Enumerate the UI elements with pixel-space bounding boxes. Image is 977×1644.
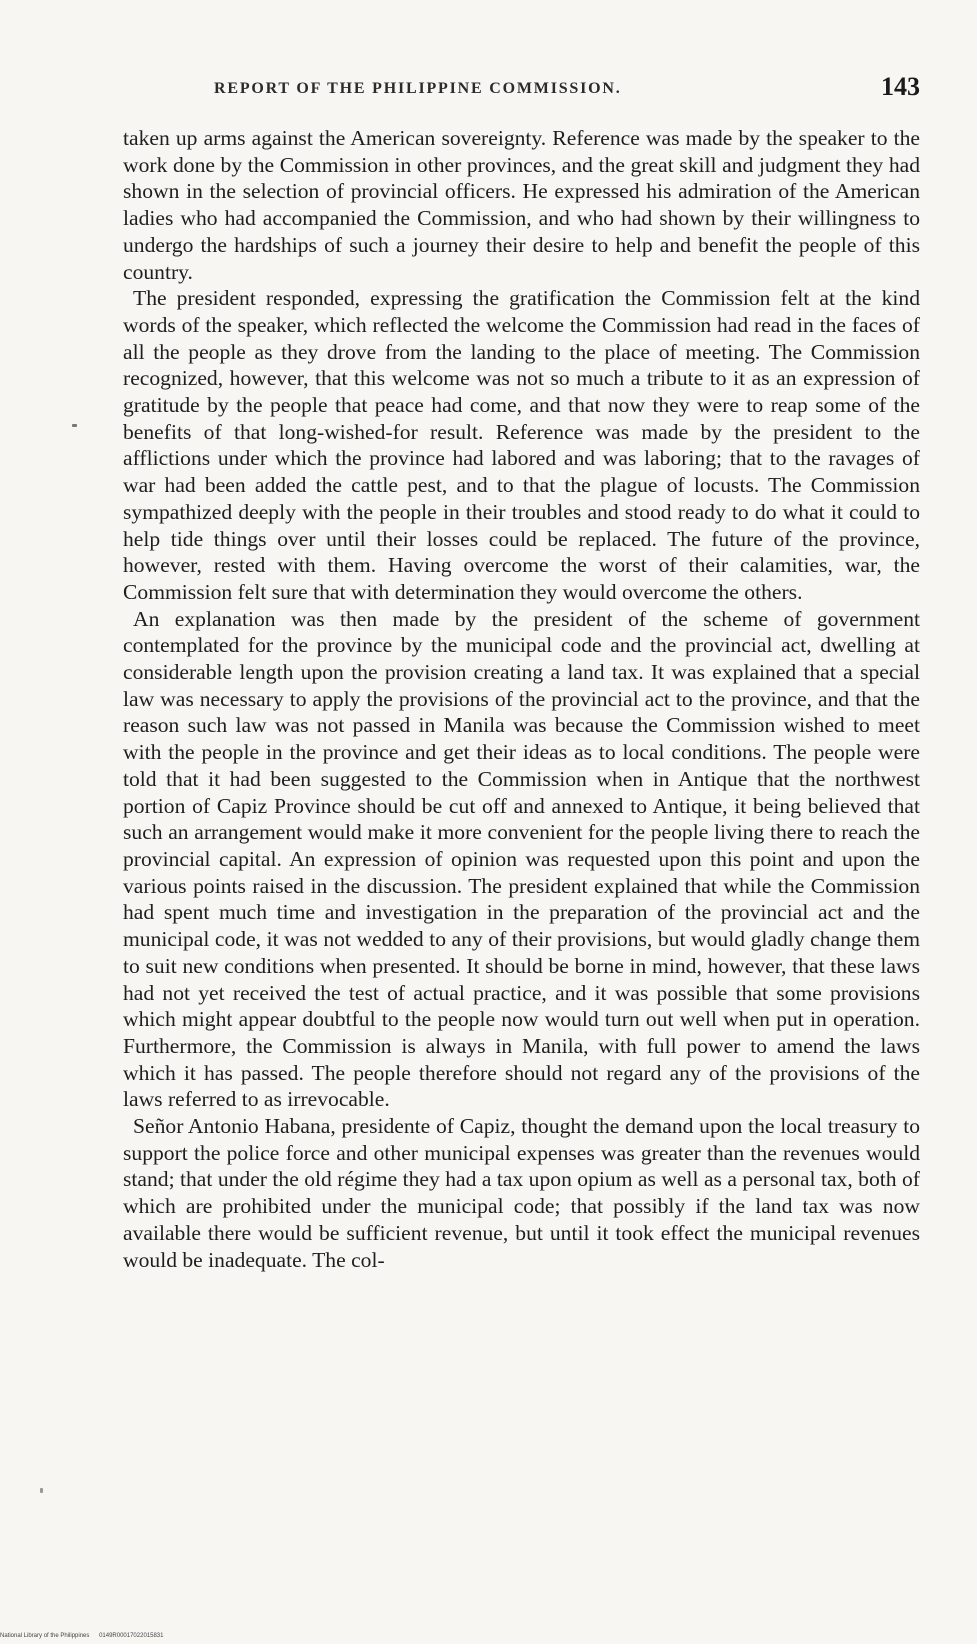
- scan-footer: [0, 1633, 171, 1639]
- paragraph: taken up arms against the American sovereignty. Reference was made by the speaker to the work done by the Commission in other provinces, and the great skill and judgment they had shown in the selection of provincial officers. He expressed his admiration of the American ladies who had accompanied the Commission, and who had shown by their willingness to undergo the hardships of such a journey their desire to help and benefit the people of this country.: [123, 126, 920, 284]
- library-name: National Library of the Philippines: [0, 1633, 90, 1639]
- paragraph: The president responded, expressing the gratification the Commission felt at the kind words of the speaker, which reflected the welcome the Commission had read in the faces of all the people as they drove from the landing to the place of meeting. The Commission recognized, however, that this welcome was not so much a tribute to it as an expression of gratitude by the people that peace had come, and that now they were to reap some of the benefits of that long-wished-for result. Reference was made by the president to the afflictions under which the province had labored and was laboring; that to the ravages of war had been added the cattle pest, and to that the plague of locusts. The Commission sympathized deeply with the people in their troubles and stood ready to do what it could to help tide things over until their losses could be replaced. The future of the province, however, rested with them. Having overcome the worst of their calamities, war, the Commission felt sure that with determination they would overcome the others.: [123, 286, 920, 604]
- margin-mark: [40, 1488, 43, 1493]
- scan-id: 0149R00017022015831: [99, 1633, 164, 1639]
- running-title: REPORT OF THE PHILIPPINE COMMISSION.: [214, 80, 622, 97]
- paragraph: An explanation was then made by the president of the scheme of government contemplated for the province by the municipal code and the provincial act, dwelling at considerable length upon the provision creating a land tax. It was explained that a special law was necessary to apply the provisions of the provincial act to the province, and that the reason such law was not passed in Manila was because the Commission wished to meet with the people in the province and get their ideas as to local conditions. The people were told that it had been suggested to the Commission when in Antique that the northwest portion of Capiz Province should be cut off and annexed to Antique, it being believed that such an arrangement would make it more convenient for the people living there to reach the provincial capital. An expression of opinion was requested upon this point and upon the various points raised in the discussion. The president explained that while the Commission had spent much time and investigation in the preparation of the provincial act and the municipal code, it was not wedded to any of their provisions, but would gladly change them to suit new conditions when presented. It should be borne in mind, however, that these laws had not yet received the test of actual practice, and it was possible that some provisions which might appear doubtful to the people now would turn out well when put in operation. Furthermore, the Commission is always in Manila, with full power to amend the laws which it has passed. The people therefore should not regard any of the provisions of the laws referred to as irrevocable.: [123, 606, 920, 1112]
- margin-mark: [72, 424, 77, 427]
- paragraph: Señor Antonio Habana, presidente of Capiz, thought the demand upon the local treasury to support the police force and other municipal expenses was greater than the revenues would stand; that under the old régime they had a tax upon opium as well as a personal tax, both of which are prohibited under the municipal code; that possibly if the land tax was now available there would be sufficient revenue, but until it took effect the municipal revenues would be inadequate. The col-: [123, 1114, 920, 1272]
- body-text: [123, 125, 920, 1273]
- page-number: 143: [881, 72, 920, 101]
- page-header: [120, 72, 920, 112]
